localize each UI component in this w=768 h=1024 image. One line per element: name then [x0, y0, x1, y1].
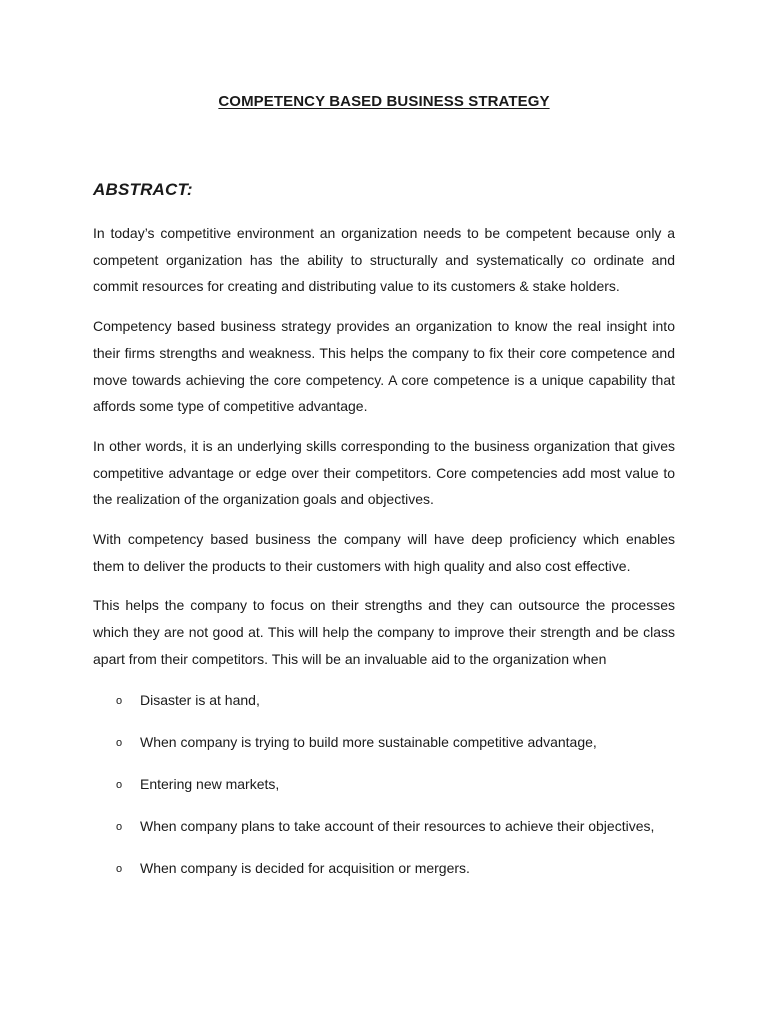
bullet-marker-icon: o — [116, 694, 123, 707]
abstract-body — [93, 220, 675, 896]
bullet-marker-icon: o — [116, 778, 123, 791]
bullet-list — [93, 686, 675, 882]
list-item — [93, 686, 675, 714]
list-item-text: When company is decided for acquisition or mergers. — [140, 859, 470, 876]
document-title: COMPETENCY BASED BUSINESS STRATEGY — [218, 93, 550, 110]
list-item — [93, 854, 675, 882]
list-item — [93, 770, 675, 798]
list-item-text: Disaster is at hand, — [140, 691, 260, 708]
paragraph: In today’s competitive environment an organization needs to be competent because only a competent organization has the ability to structurally and systematically co ordinate and commit resources for creating and distributing value to its customers & stake holders. — [93, 225, 675, 295]
paragraph: This helps the company to focus on their strengths and they can outsource the processes which they are not good at. This will help the company to improve their strength and be class apart from their competitors. This will be an invaluable aid to the organization when — [93, 597, 675, 667]
list-item-text: When company is trying to build more sustainable competitive advantage, — [140, 733, 597, 750]
bullet-marker-icon: o — [116, 736, 123, 749]
paragraph: In other words, it is an underlying skills corresponding to the business organization that gives competitive advantage or edge over their competitors. Core competencies add most value to the realization of the organization goals and objectives. — [93, 437, 675, 508]
abstract-heading: ABSTRACT: — [93, 180, 193, 199]
bullet-marker-icon: o — [116, 820, 123, 833]
paragraph: With competency based business the company will have deep proficiency which enables them to deliver the products to their customers with high quality and also cost effective. — [93, 531, 675, 574]
list-item — [93, 728, 675, 756]
list-item-text: When company plans to take account of their resources to achieve their objectives, — [140, 817, 655, 834]
bullet-marker-icon: o — [116, 862, 123, 875]
paragraph: Competency based business strategy provides an organization to know the real insight into their firms strengths and weakness. This helps the company to fix their core competence and move towards achieving the core competency. A core competence is a unique capability that affords some type of competitive advantage. — [93, 318, 675, 415]
list-item-text: Entering new markets, — [140, 775, 280, 792]
list-item — [93, 812, 675, 840]
